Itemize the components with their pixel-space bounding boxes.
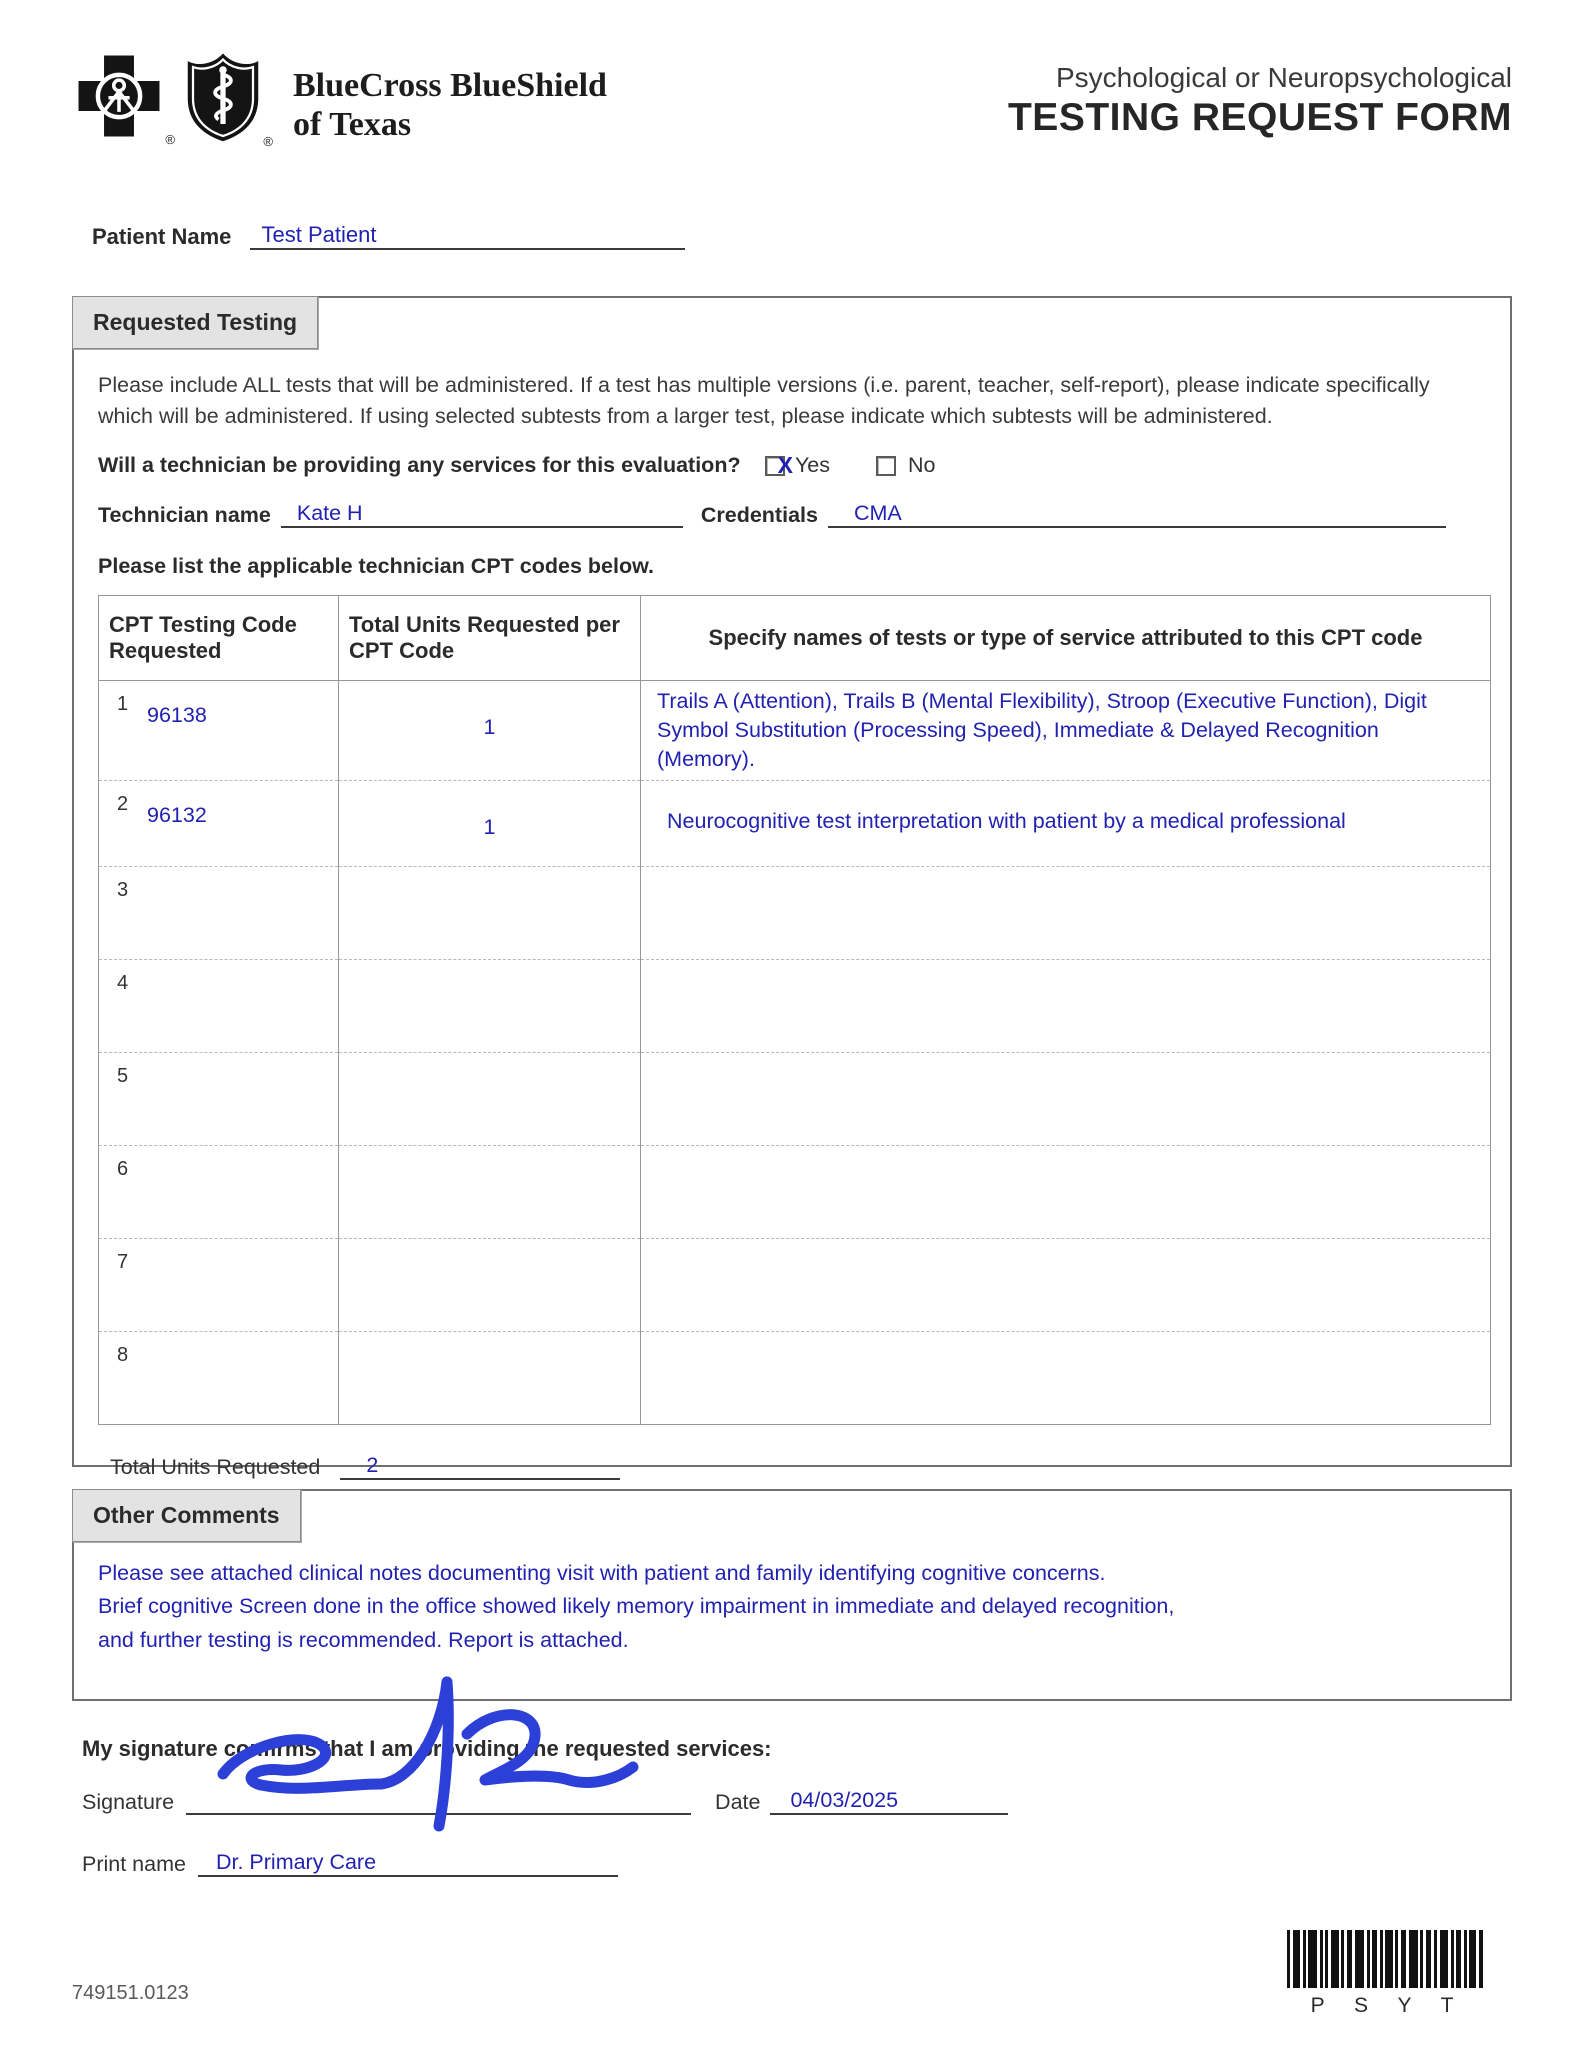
tests-value: Trails A (Attention), Trails B (Mental Flexibility), Stroop (Executive Function), Digit Symbol Substitution (Processing Speed), Immediate & Delayed Recognition (Memory). xyxy=(657,689,1427,772)
yes-label: Yes xyxy=(794,453,831,478)
credentials-field[interactable] xyxy=(828,501,1446,528)
cpt-code-cell[interactable] xyxy=(99,681,339,781)
blue-cross-icon xyxy=(75,52,175,147)
signature-confirmation-text: My signature confirms that I am providing the requested services: xyxy=(82,1736,772,1761)
cpt-code-cell[interactable] xyxy=(99,1053,339,1146)
technician-name-label: Technician name xyxy=(98,503,271,528)
cpt-codes-table xyxy=(98,595,1491,1425)
requested-testing-section xyxy=(72,296,1512,1480)
form-title-subtitle: Psychological or Neuropsychological xyxy=(1055,62,1512,93)
technician-name-value: Kate H xyxy=(296,501,363,526)
table-row xyxy=(99,1053,1491,1146)
units-cell[interactable] xyxy=(339,681,641,781)
registered-mark: ® xyxy=(165,132,175,147)
header-total-units: Total Units Requested per CPT Code xyxy=(339,596,641,681)
logo-line2: of Texas xyxy=(293,106,412,144)
tests-cell[interactable] xyxy=(641,960,1491,1053)
table-row xyxy=(99,1146,1491,1239)
units-cell[interactable] xyxy=(339,867,641,960)
date-label: Date xyxy=(715,1790,761,1814)
barcode-text: P S Y T xyxy=(1310,1994,1466,2017)
requested-testing-tab: Requested Testing xyxy=(72,296,318,349)
units-value: 1 xyxy=(483,715,496,740)
header-specify-tests: Specify names of tests or type of service attributed to this CPT code xyxy=(641,596,1491,681)
registered-mark: ® xyxy=(263,134,273,149)
cpt-code-value: 96132 xyxy=(147,803,207,828)
tests-cell[interactable] xyxy=(641,1146,1491,1239)
form-title xyxy=(1008,62,1512,140)
table-row xyxy=(99,960,1491,1053)
barcode xyxy=(1287,1930,1483,2018)
cpt-code-cell[interactable] xyxy=(99,781,339,867)
comment-line: and further testing is recommended. Report is attached. xyxy=(98,1627,629,1652)
cpt-code-cell[interactable] xyxy=(99,1239,339,1332)
print-name-row xyxy=(82,1850,618,1877)
comment-line: Brief cognitive Screen done in the office showed likely memory impairment in immediate and delayed recognition, xyxy=(98,1594,1175,1619)
total-units-field[interactable] xyxy=(340,1453,620,1480)
tests-cell[interactable] xyxy=(641,681,1491,781)
units-value: 1 xyxy=(483,815,496,840)
table-row xyxy=(99,681,1491,781)
date-field[interactable] xyxy=(770,1788,1008,1815)
date-value: 04/03/2025 xyxy=(790,1788,899,1812)
tests-cell[interactable] xyxy=(641,1239,1491,1332)
signature-label: Signature xyxy=(82,1790,175,1814)
tests-value: Neurocognitive test interpretation with patient by a medical professional xyxy=(667,809,1346,834)
comment-line: Please see attached clinical notes documenting visit with patient and family identifying cognitive concerns. xyxy=(98,1561,1106,1585)
patient-name-field[interactable] xyxy=(250,222,685,250)
row-number: 6 xyxy=(117,1158,129,1181)
units-cell[interactable] xyxy=(339,1053,641,1146)
cpt-code-cell[interactable] xyxy=(99,960,339,1053)
table-header-row xyxy=(99,596,1491,681)
units-cell[interactable] xyxy=(339,1146,641,1239)
form-title-main: TESTING REQUEST FORM xyxy=(1007,96,1512,139)
header-cpt-code: CPT Testing Code Requested xyxy=(99,596,339,681)
other-comments-section xyxy=(72,1489,1512,1701)
logo-wordmark xyxy=(293,66,607,144)
tests-cell[interactable] xyxy=(641,1053,1491,1146)
row-number: 8 xyxy=(117,1344,129,1367)
technician-question: Will a technician be providing any services for this evaluation? xyxy=(98,453,741,478)
tests-cell[interactable] xyxy=(641,867,1491,960)
units-cell[interactable] xyxy=(339,1239,641,1332)
row-number: 4 xyxy=(117,972,129,995)
bcbs-logo xyxy=(75,52,607,147)
row-number: 3 xyxy=(117,879,129,902)
signature-row xyxy=(82,1788,1008,1815)
technician-name-field[interactable] xyxy=(281,501,683,528)
blue-shield-icon xyxy=(185,52,273,149)
yes-checkbox-mark: X xyxy=(777,452,793,479)
table-row xyxy=(99,1332,1491,1425)
row-number: 2 xyxy=(117,793,129,816)
cpt-code-value: 96138 xyxy=(147,703,207,728)
table-row xyxy=(99,1239,1491,1332)
form-number: 749151.0123 xyxy=(72,1982,189,2004)
signature-field[interactable] xyxy=(186,1813,691,1815)
cpt-code-cell[interactable] xyxy=(99,867,339,960)
technician-name-row xyxy=(98,501,1486,528)
cpt-code-cell[interactable] xyxy=(99,1332,339,1425)
tests-cell[interactable] xyxy=(641,781,1491,867)
logo-line1: BlueCross BlueShield xyxy=(293,67,607,104)
total-units-value: 2 xyxy=(366,1453,379,1478)
row-number: 5 xyxy=(117,1065,129,1088)
print-name-value: Dr. Primary Care xyxy=(215,1850,377,1874)
no-checkbox[interactable] xyxy=(876,456,896,476)
other-comments-tab: Other Comments xyxy=(72,1489,301,1542)
table-row xyxy=(99,867,1491,960)
total-units-label: Total Units Requested xyxy=(110,1455,321,1480)
technician-question-row xyxy=(98,452,1486,479)
cpt-codes-instruction: Please list the applicable technician CPT codes below. xyxy=(98,554,654,579)
total-units-row xyxy=(110,1453,1486,1480)
row-number: 7 xyxy=(117,1251,129,1274)
tests-cell[interactable] xyxy=(641,1332,1491,1425)
credentials-value: CMA xyxy=(853,501,902,526)
print-name-field[interactable] xyxy=(198,1850,618,1877)
units-cell[interactable] xyxy=(339,960,641,1053)
patient-name-value: Test Patient xyxy=(261,222,377,247)
credentials-label: Credentials xyxy=(700,503,818,528)
patient-name-label: Patient Name xyxy=(92,224,232,249)
cpt-code-cell[interactable] xyxy=(99,1146,339,1239)
units-cell[interactable] xyxy=(339,1332,641,1425)
no-label: No xyxy=(908,453,936,478)
units-cell[interactable] xyxy=(339,781,641,867)
testing-instructions: Please include ALL tests that will be administered. If a test has multiple versions (i.e. parent, teacher, self-report), please indicate specifically which will be administered. If using selected subtests from a larger test, please indicate which subtests will be administered. xyxy=(98,373,1430,429)
barcode-bars xyxy=(1287,1930,1483,1988)
table-row xyxy=(99,781,1491,867)
row-number: 1 xyxy=(117,693,129,716)
print-name-label: Print name xyxy=(82,1852,186,1876)
patient-name-row xyxy=(92,222,685,250)
